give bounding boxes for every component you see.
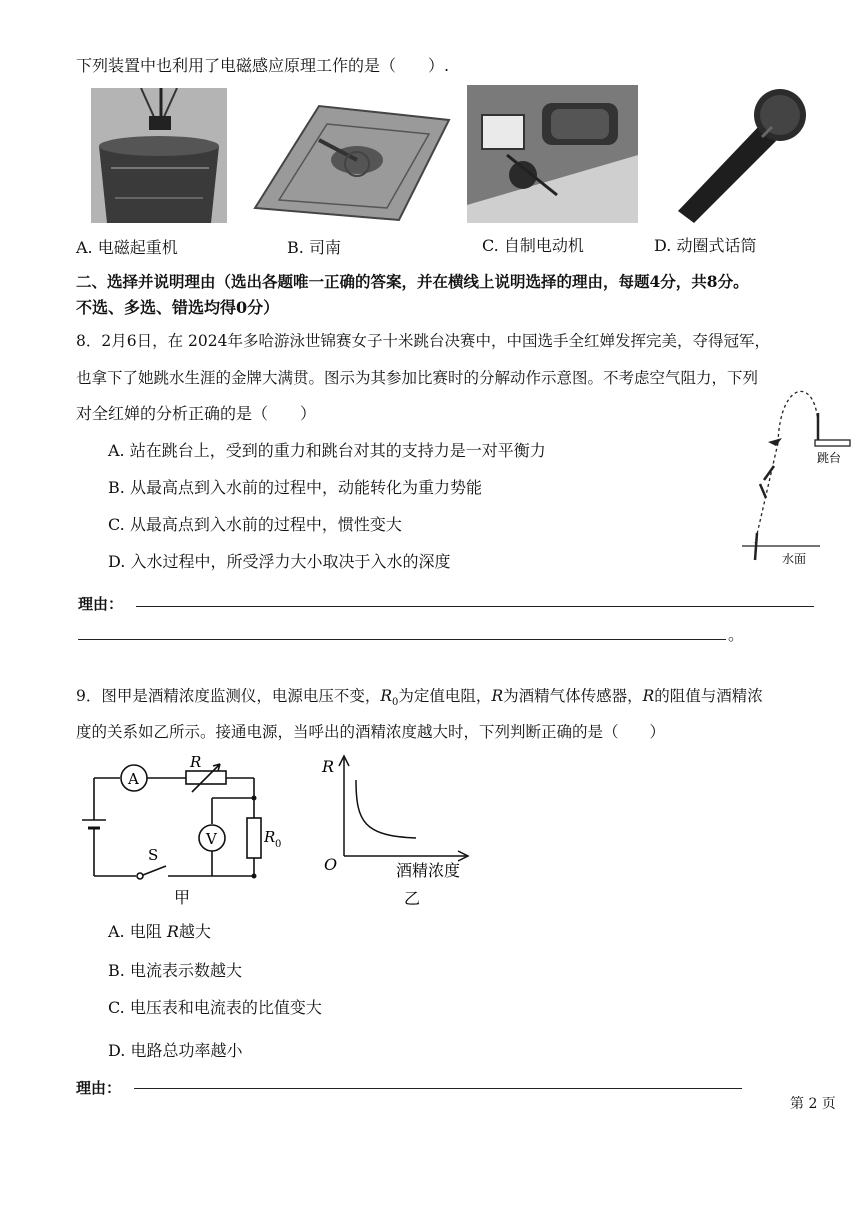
q9-option-b[interactable]: [108, 961, 242, 981]
option-letter: C.: [108, 998, 125, 1017]
q8-stem-line2: 也拿下了她跳水生涯的金牌大满贯。图示为其参加比赛时的分解动作示意图。不考虑空气阻力，下列: [76, 369, 759, 387]
q9-text: 为定值电阻，: [398, 687, 492, 705]
option-letter: D.: [108, 552, 126, 571]
x-axis-label: 酒精浓度: [396, 861, 461, 880]
option-text: 电压表和电流表的比值变大: [129, 998, 322, 1017]
diver-mid: [764, 466, 774, 480]
resistance-graph: [316, 752, 486, 912]
q8-option-d[interactable]: [108, 552, 450, 572]
microphone-photo: [660, 85, 810, 225]
q8-option-a[interactable]: [108, 441, 546, 461]
option-letter: A.: [108, 441, 125, 460]
q7-option-a[interactable]: [76, 238, 178, 258]
motor-photo: [467, 85, 638, 223]
option-text: 司南: [308, 238, 341, 257]
option-letter: B.: [108, 478, 125, 497]
voltmeter-label: V: [206, 830, 217, 848]
option-letter: B.: [108, 961, 125, 980]
option-text: 站在跳台上，受到的重力和跳台对其的支持力是一对平衡力: [129, 441, 546, 460]
option-text: 电流表示数越大: [129, 961, 242, 980]
q7-option-b[interactable]: [287, 238, 341, 258]
q9-stem-line1: [76, 686, 763, 713]
q8-answer-line-2[interactable]: [78, 639, 726, 640]
option-letter: D.: [108, 1041, 126, 1060]
diver-entry: [755, 533, 757, 560]
q8-stem-line3: 对全红婵的分析正确的是（ ）: [76, 404, 317, 423]
option-letter: A.: [76, 238, 93, 257]
trajectory-fall: [755, 443, 778, 543]
option-letter: B.: [287, 238, 304, 257]
q9-text: 9．图甲是酒精浓度监测仪，电源电压不变，: [76, 687, 381, 705]
q9-option-a[interactable]: [108, 922, 211, 942]
crane-photo-art: [91, 88, 227, 223]
q9-stem-line2: 度的关系如乙所示。接通电源，当呼出的酒精浓度越大时，下列判断正确的是（ ）: [76, 723, 666, 741]
platform-label: 跳台: [817, 451, 842, 465]
fixed-resistor: [247, 818, 261, 858]
r0-label: R: [264, 828, 276, 846]
r0-label-sub: 0: [275, 839, 282, 850]
section2-heading-line1: 二、选择并说明理由（选出各题唯一正确的答案，并在横线上说明选择的理由，每题4分，共8分。: [76, 272, 749, 291]
ammeter-label: A: [128, 770, 139, 788]
q8-answer-line-1[interactable]: [136, 606, 814, 607]
diver-low: [760, 484, 766, 498]
option-text: 从最高点到入水前的过程中，惯性变大: [129, 515, 402, 534]
compass-photo: [249, 88, 453, 223]
motor-photo-art: [467, 85, 638, 223]
diver-tuck: [768, 438, 782, 446]
q8-period: 。: [728, 625, 745, 644]
switch-blade: [143, 866, 166, 875]
q8-option-c[interactable]: [108, 515, 402, 535]
diving-figure: [730, 388, 855, 573]
q7-option-c[interactable]: [482, 236, 584, 256]
sensor-label: R: [190, 756, 202, 771]
r0-subscript: 0: [392, 697, 399, 709]
q8-reason-label: 理由：: [78, 595, 124, 613]
circuit-diagram: [78, 756, 288, 908]
page-number: 第 2 页: [790, 1096, 836, 1112]
switch-label: S: [148, 846, 159, 864]
water-label: 水面: [782, 552, 807, 566]
option-text: 自制电动机: [503, 236, 584, 255]
option-letter: C.: [482, 236, 499, 255]
section2-heading-line2: 不选、多选、错选均得0分）: [76, 298, 280, 317]
circuit-caption: 甲: [174, 888, 191, 907]
q9-text: 的阻值与酒精浓: [654, 687, 763, 705]
q9-text: 为酒精气体传感器，: [503, 687, 643, 705]
option-text: 从最高点到入水前的过程中，动能转化为重力势能: [129, 478, 482, 497]
option-text: 电阻: [129, 922, 167, 941]
trajectory-arc: [778, 391, 818, 443]
origin-label: O: [324, 855, 338, 874]
graph-caption: 乙: [404, 889, 421, 908]
q7-stem: 下列装置中也利用了电磁感应原理工作的是（ ）.: [76, 56, 450, 75]
option-text: 动圈式话筒: [676, 236, 757, 255]
option-text: 电路总功率越小: [130, 1041, 243, 1060]
r0-symbol: R: [380, 687, 393, 705]
q9-reason-label: 理由：: [76, 1079, 122, 1097]
microphone-photo-art: [660, 85, 810, 225]
q9-option-c[interactable]: [108, 998, 322, 1018]
crane-photo: [91, 88, 227, 223]
compass-photo-art: [249, 88, 453, 223]
option-letter: D.: [654, 236, 672, 255]
r-symbol: R: [642, 687, 655, 705]
q8-stem-line1: 8．2月6日，在 2024年多哈游泳世锦赛女子十米跳台决赛中，中国选手全红婵发挥完美，夺得冠军，: [76, 332, 770, 350]
resistance-curve: [356, 780, 416, 838]
option-text: 电磁起重机: [97, 238, 178, 257]
r-symbol: R: [491, 687, 504, 705]
option-letter: C.: [108, 515, 125, 534]
q9-answer-line[interactable]: [134, 1088, 742, 1089]
q9-option-d[interactable]: [108, 1041, 242, 1061]
q8-option-b[interactable]: [108, 478, 482, 498]
q7-option-d[interactable]: [654, 236, 756, 256]
option-text: 入水过程中，所受浮力大小取决于入水的深度: [130, 552, 451, 571]
r-symbol: R: [166, 922, 179, 941]
option-letter: A.: [108, 922, 125, 941]
option-text: 越大: [178, 922, 211, 941]
platform: [815, 440, 850, 446]
y-axis-label: R: [322, 757, 335, 776]
